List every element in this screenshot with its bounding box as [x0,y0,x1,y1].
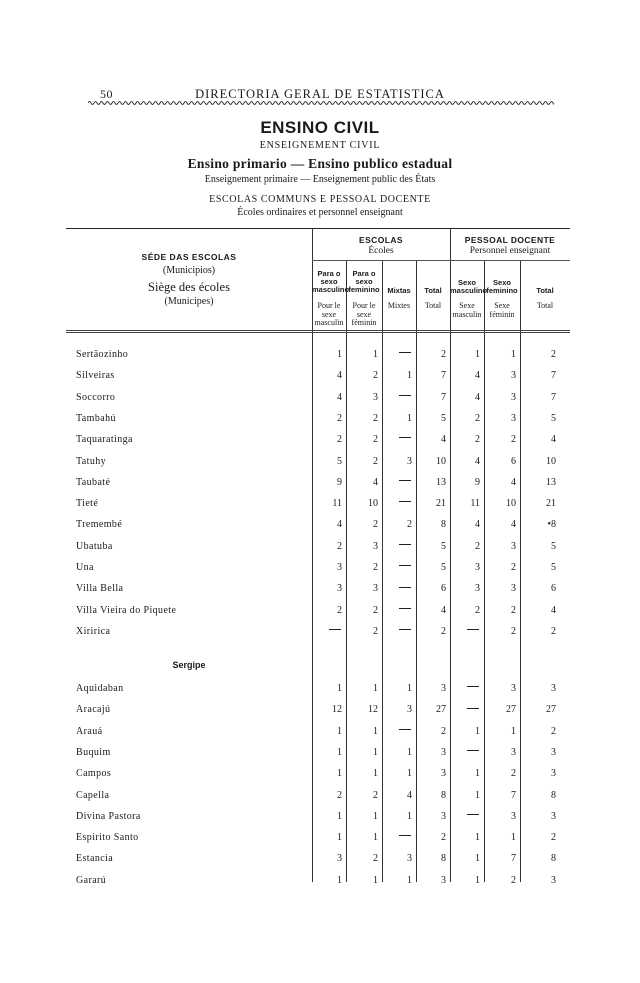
cell-value: 1 [475,725,480,737]
dash-wrap [399,539,412,550]
table-row [66,765,570,783]
dash-wrap [399,581,412,592]
cell-value: 2 [441,349,446,360]
col-header-fem: Para o sexo feminino [348,269,380,294]
cell-value: 7 [551,391,556,403]
main-title: ENSINO CIVIL [260,118,380,137]
cell-value: 2 [373,562,378,573]
cell-value: 6 [511,455,516,467]
table-row [66,346,570,364]
dash-wrap [399,830,412,841]
cell-value: 6 [551,583,556,595]
table-row [66,872,570,890]
cell-value: 1 [337,810,342,822]
col-header-total2-fr: Total [536,301,554,310]
municipio-name: Gararú [76,874,107,886]
cell-value: 1 [475,349,480,360]
cell-value: 3 [373,540,378,552]
cell-value: 1 [511,725,516,737]
cell-value: 1 [407,874,412,886]
cell-value: 7 [441,370,446,382]
cell-value: 2 [441,832,446,844]
cell-value: 5 [551,540,556,552]
cell-value: 3 [475,583,480,595]
subsection-title: ESCOLAS COMMUNS E PESSOAL DOCENTE [209,194,431,205]
schools-table [66,228,570,888]
col-header-mixtas: Mixtas [387,286,411,295]
cell-value: 8 [551,853,556,865]
pessoal-header: PESSOAL DOCENTE [464,235,556,245]
cell-value: 2 [373,434,378,446]
section-label: Sergipe [172,660,206,670]
cell-value: 4 [337,391,342,403]
cell-value: 3 [337,583,342,595]
col-header-total: Total [424,286,442,295]
sede-subtitle: (Municipios) [162,265,216,276]
dash-mark [399,629,411,630]
cell-value: 1 [475,832,480,844]
cell-value: 5 [441,540,446,552]
cell-value: 1 [337,349,342,360]
cell-value: 2 [337,434,342,446]
cell-value: 1 [337,725,342,737]
table-row [66,744,570,762]
dash-wrap [399,603,412,614]
cell-value: 5 [441,562,446,573]
cell-value: 3 [511,810,516,822]
cell-value: 4 [551,434,556,446]
cell-value: 1 [511,349,516,360]
cell-value: 2 [475,540,480,552]
dash-mark [399,835,411,836]
cell-value: 7 [441,391,446,403]
cell-value: 4 [475,455,480,467]
sede-subtitle-fr: (Municipes) [164,296,214,307]
cell-value: 3 [337,853,342,865]
municipio-name: Aracajú [76,704,111,716]
cell-value: 2 [551,349,556,360]
cell-value: 2 [337,412,342,424]
table-row [66,808,570,826]
cell-value: 3 [511,540,516,552]
cell-value: 7 [511,789,516,801]
col-header-sexo-fem-fr: Sexe féminin [489,301,515,319]
cell-value: 1 [407,810,412,822]
cell-value: 1 [407,370,412,382]
cell-value: 1 [407,683,412,694]
dash-mark [467,814,479,815]
cell-value: 2 [407,519,412,531]
municipio-name: Estancia [76,853,114,865]
dash-wrap [399,347,412,358]
cell-value: 8 [441,519,446,531]
table-row [66,538,570,556]
group-rule [450,260,570,261]
cell-value: 2 [373,519,378,531]
cell-value: 3 [511,412,516,424]
dash-mark [399,587,411,588]
col-header-masc-fr: Pour le sexe masculin [314,301,344,327]
cell-value: 1 [475,874,480,886]
cell-value: 2 [373,604,378,616]
cell-value: 21 [436,498,446,510]
municipio-name: Divina Pastora [76,810,141,822]
table-row [66,602,570,620]
cell-value: 3 [373,583,378,595]
col-header-mixtas-fr: Mixtes [387,301,411,310]
municipio-name: Villa Vieira do Piquete [76,604,177,616]
municipio-name: Tremembé [76,519,123,531]
cell-value: 10 [506,498,516,510]
section-title: Ensino primario — Ensino publico estadual [187,156,453,171]
cell-value: 2 [551,832,556,844]
table-row [66,559,570,577]
cell-value: 12 [332,704,342,716]
cell-value: 2 [337,789,342,801]
table-row [66,367,570,385]
cell-value: 1 [337,683,342,694]
cell-value: 5 [337,455,342,467]
dash-mark [399,729,411,730]
table-row [66,680,570,698]
cell-value: 3 [441,810,446,822]
cell-value: 12 [368,704,378,716]
municipio-name: Taubaté [76,476,111,488]
dash-mark [399,437,411,438]
cell-value: 8 [551,789,556,801]
municipio-name: Silveiras [76,370,115,382]
cell-value: 7 [511,853,516,865]
municipio-name: Ubatuba [76,540,113,552]
cell-value: 2 [511,434,516,446]
cell-value: 3 [441,768,446,780]
cell-value: 5 [441,412,446,424]
cell-value: 1 [407,768,412,780]
cell-value: 2 [511,562,516,573]
cell-value: 2 [337,604,342,616]
col-header-fem-fr: Pour le sexe féminin [351,301,377,327]
sede-title-fr: Siège des écoles [148,280,230,294]
dash-wrap [399,496,412,507]
cell-value: 11 [470,498,480,510]
cell-value: 11 [332,498,342,510]
dash-mark [399,352,411,353]
header-rule [66,330,570,333]
cell-value: 3 [441,746,446,758]
cell-value: 10 [368,498,378,510]
table-row [66,850,570,868]
cell-value: 9 [475,476,480,488]
municipio-name: Espirito Santo [76,832,139,844]
dash-wrap [399,432,412,443]
cell-value: 2 [511,768,516,780]
cell-value: 9 [337,476,342,488]
dash-mark [467,686,479,687]
cell-value: 5 [551,412,556,424]
cell-value: 2 [511,625,516,637]
dash-wrap [399,475,412,486]
cell-value: 2 [511,604,516,616]
cell-value: 3 [511,370,516,382]
dash-wrap [329,624,342,635]
dash-mark [399,565,411,566]
cell-value: 1 [407,746,412,758]
cell-value: 1 [337,746,342,758]
cell-value: 10 [546,455,556,467]
group-rule [312,260,450,261]
cell-value: 1 [373,810,378,822]
cell-value: 2 [441,725,446,737]
sede-title: SÉDE DAS ESCOLAS [141,252,237,262]
subsection-title-fr: Écoles ordinaires et personnel enseignant [237,207,403,218]
table-row [66,787,570,805]
cell-value: 3 [551,874,556,886]
cell-value: 1 [475,789,480,801]
col-header-total2: Total [536,286,554,295]
cell-value: 4 [475,391,480,403]
table-row [66,829,570,847]
table-row [66,431,570,449]
cell-value: •8 [547,519,556,531]
municipio-name: Xiririca [76,625,111,637]
municipio-name: Sertãozinho [76,349,129,360]
dash-mark [399,480,411,481]
dash-wrap [399,724,412,735]
table-row [66,701,570,719]
cell-value: 6 [441,583,446,595]
dash-mark [329,629,341,630]
cell-value: 1 [373,725,378,737]
table-row [66,474,570,492]
municipio-name: Villa Bella [76,583,124,595]
dash-wrap [467,681,480,692]
dash-mark [399,395,411,396]
cell-value: 7 [551,370,556,382]
cell-value: 1 [373,768,378,780]
cell-value: 4 [407,789,412,801]
cell-value: 3 [551,683,556,694]
escolas-header: ESCOLAS [359,235,403,245]
cell-value: 2 [551,725,556,737]
main-title-fr: ENSEIGNEMENT CIVIL [259,140,381,151]
municipio-name: Capella [76,789,110,801]
table-row [66,723,570,741]
cell-value: 2 [511,874,516,886]
municipio-name: Buquim [76,746,111,758]
escolas-header-fr: Écoles [368,246,394,256]
cell-value: 4 [373,476,378,488]
dash-wrap [399,624,412,635]
cell-value: 1 [475,853,480,865]
cell-value: 1 [337,768,342,780]
table-top-rule [66,228,570,229]
running-title: DIRECTORIA GERAL DE ESTATISTICA [195,87,445,101]
cell-value: 1 [475,768,480,780]
dash-mark [399,544,411,545]
cell-value: 2 [475,434,480,446]
cell-value: 4 [441,434,446,446]
cell-value: 8 [441,853,446,865]
municipio-name: Aquidaban [76,683,124,694]
table-row [66,495,570,513]
dash-wrap [467,702,480,713]
municipio-name: Soccorro [76,391,116,403]
dash-wrap [467,624,480,635]
cell-value: 2 [373,370,378,382]
cell-value: 3 [511,683,516,694]
dash-mark [467,708,479,709]
dash-wrap [467,809,480,820]
table-row [66,389,570,407]
cell-value: 4 [551,604,556,616]
cell-value: 21 [546,498,556,510]
municipio-name: Tieté [76,498,99,510]
cell-value: 27 [436,704,446,716]
cell-value: 2 [373,789,378,801]
cell-value: 4 [337,370,342,382]
cell-value: 4 [337,519,342,531]
cell-value: 27 [506,704,516,716]
table-row [66,410,570,428]
cell-value: 2 [373,625,378,637]
col-header-sexo-fem: Sexo feminino [486,278,518,295]
cell-value: 2 [441,625,446,637]
cell-value: 13 [436,476,446,488]
dash-mark [467,629,479,630]
cell-value: 4 [441,604,446,616]
dash-wrap [399,390,412,401]
municipio-name: Taquaratinga [76,434,133,446]
col-header-masc: Para o sexo masculino [312,269,350,294]
municipio-name: Una [76,562,94,573]
cell-value: 3 [337,562,342,573]
table-row [66,453,570,471]
cell-value: 3 [441,874,446,886]
pessoal-header-fr: Personnel enseignant [469,246,551,256]
cell-value: 4 [511,519,516,531]
cell-value: 1 [337,874,342,886]
cell-value: 2 [373,853,378,865]
cell-value: 1 [373,683,378,694]
cell-value: 1 [373,746,378,758]
cell-value: 3 [475,562,480,573]
cell-value: 3 [551,768,556,780]
cell-value: 4 [475,519,480,531]
cell-value: 4 [511,476,516,488]
municipio-name: Arauá [76,725,103,737]
cell-value: 3 [407,704,412,716]
cell-value: 3 [407,853,412,865]
cell-value: 4 [475,370,480,382]
cell-value: 2 [475,604,480,616]
cell-value: 3 [373,391,378,403]
col-header-total-fr: Total [424,301,442,310]
municipio-name: Tatuhy [76,455,107,467]
col-header-sexo-masc-fr: Sexe masculin [452,301,482,319]
cell-value: 3 [511,746,516,758]
wavy-rule [88,100,554,106]
cell-value: 27 [546,704,556,716]
dash-wrap [467,745,480,756]
section-title-fr: Enseignement primaire — Enseignement public des États [204,174,436,185]
cell-value: 2 [337,540,342,552]
cell-value: 8 [441,789,446,801]
municipio-name: Campos [76,768,112,780]
table-row [66,516,570,534]
cell-value: 3 [551,810,556,822]
cell-value: 1 [373,832,378,844]
table-row [66,580,570,598]
dash-mark [467,750,479,751]
cell-value: 1 [373,349,378,360]
dash-mark [399,501,411,502]
cell-value: 5 [551,562,556,573]
cell-value: 3 [511,391,516,403]
municipio-name: Tambahú [76,412,116,424]
cell-value: 2 [373,412,378,424]
col-header-sexo-masc: Sexo masculino [450,278,488,295]
cell-value: 3 [441,683,446,694]
cell-value: 10 [436,455,446,467]
cell-value: 3 [511,583,516,595]
cell-value: 1 [511,832,516,844]
cell-value: 3 [407,455,412,467]
cell-value: 2 [373,455,378,467]
dash-wrap [399,560,412,571]
cell-value: 2 [551,625,556,637]
cell-value: 2 [475,412,480,424]
cell-value: 1 [337,832,342,844]
cell-value: 13 [546,476,556,488]
cell-value: 1 [373,874,378,886]
page-number: 50 [100,87,113,101]
cell-value: 3 [551,746,556,758]
dash-mark [399,608,411,609]
table-row [66,623,570,641]
cell-value: 1 [407,412,412,424]
